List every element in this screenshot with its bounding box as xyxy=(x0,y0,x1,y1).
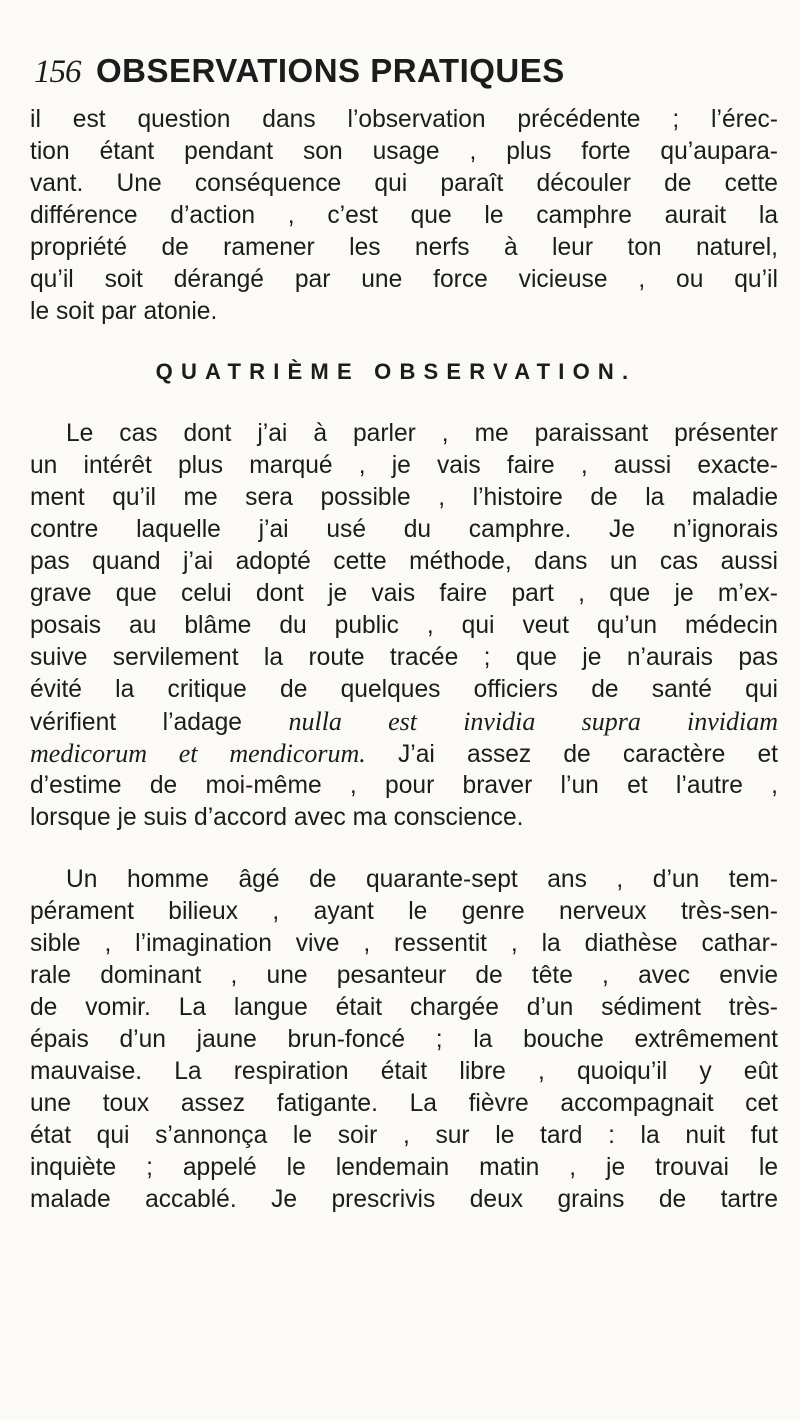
text-line: il est question dans l’observation précédente ; l’érec- xyxy=(30,106,778,133)
text-line: différence d’action , c’est que le camphre aurait la xyxy=(30,202,778,229)
text-line: de vomir. La langue était chargée d’un sédiment très- xyxy=(30,994,778,1021)
text-line xyxy=(30,706,778,738)
text-line: malade accablé. Je prescrivis deux grains de tartre xyxy=(30,1186,778,1213)
text-line: grave que celui dont je vais faire part , que je m’ex- xyxy=(30,580,778,607)
text-line: une toux assez fatigante. La fièvre accompagnait cet xyxy=(30,1090,778,1117)
text-line: état qui s’annonça le soir , sur le tard : la nuit fut xyxy=(30,1122,778,1149)
text-run: vérifient l’adage xyxy=(30,709,289,736)
paragraph-3 xyxy=(30,864,778,1216)
text-line: évité la critique de quelques officiers de santé qui xyxy=(30,676,778,703)
text-line: Un homme âgé de quarante-sept ans , d’un tem- xyxy=(66,866,778,893)
text-line: vant. Une conséquence qui paraît découler de cette xyxy=(30,170,778,197)
book-page xyxy=(30,52,778,1216)
running-title: OBSERVATIONS PRATIQUES xyxy=(96,52,565,89)
latin-quote: nulla est invidia supra invidiam xyxy=(288,707,778,736)
latin-quote: medicorum et mendicorum. xyxy=(30,739,366,768)
text-line: rale dominant , une pesanteur de tête , avec envie xyxy=(30,962,778,989)
page-number: 156 xyxy=(34,54,81,90)
text-line: Le cas dont j’ai à parler , me paraissant présenter xyxy=(66,420,778,447)
text-line: sible , l’imagination vive , ressentit , la diathèse cathar- xyxy=(30,930,778,957)
text-line: pas quand j’ai adopté cette méthode, dans un cas aussi xyxy=(30,548,778,575)
text-line: contre laquelle j’ai usé du camphre. Je n’ignorais xyxy=(30,516,778,543)
text-line: inquiète ; appelé le lendemain matin , je trouvai le xyxy=(30,1154,778,1181)
text-line: tion étant pendant son usage , plus forte qu’aupara- xyxy=(30,138,778,165)
paragraph-2 xyxy=(30,418,778,834)
text-line: ment qu’il me sera possible , l’histoire de la maladie xyxy=(30,484,778,511)
text-line: d’estime de moi-même , pour braver l’un et l’autre , xyxy=(30,772,778,799)
text-line: le soit par atonie. xyxy=(30,298,218,325)
text-line: mauvaise. La respiration était libre , quoiqu’il y eût xyxy=(30,1058,778,1085)
paragraph-1 xyxy=(30,104,778,328)
section-heading: QUATRIÈME OBSERVATION. xyxy=(155,359,637,384)
text-line: suive servilement la route tracée ; que je n’aurais pas xyxy=(30,644,778,671)
text-line: pérament bilieux , ayant le genre nerveux très-sen- xyxy=(30,898,778,925)
text-run: J’ai assez de caractère et xyxy=(365,741,778,768)
text-line: propriété de ramener les nerfs à leur ton naturel, xyxy=(30,234,778,261)
text-line: qu’il soit dérangé par une force vicieuse , ou qu’il xyxy=(30,266,778,293)
running-head xyxy=(30,52,778,104)
text-line: épais d’un jaune brun-foncé ; la bouche extrêmement xyxy=(30,1026,778,1053)
text-line: lorsque je suis d’accord avec ma conscience. xyxy=(30,804,524,831)
text-line: un intérêt plus marqué , je vais faire , aussi exacte- xyxy=(30,452,778,479)
text-line: posais au blâme du public , qui veut qu’un médecin xyxy=(30,612,778,639)
text-line xyxy=(30,738,778,770)
